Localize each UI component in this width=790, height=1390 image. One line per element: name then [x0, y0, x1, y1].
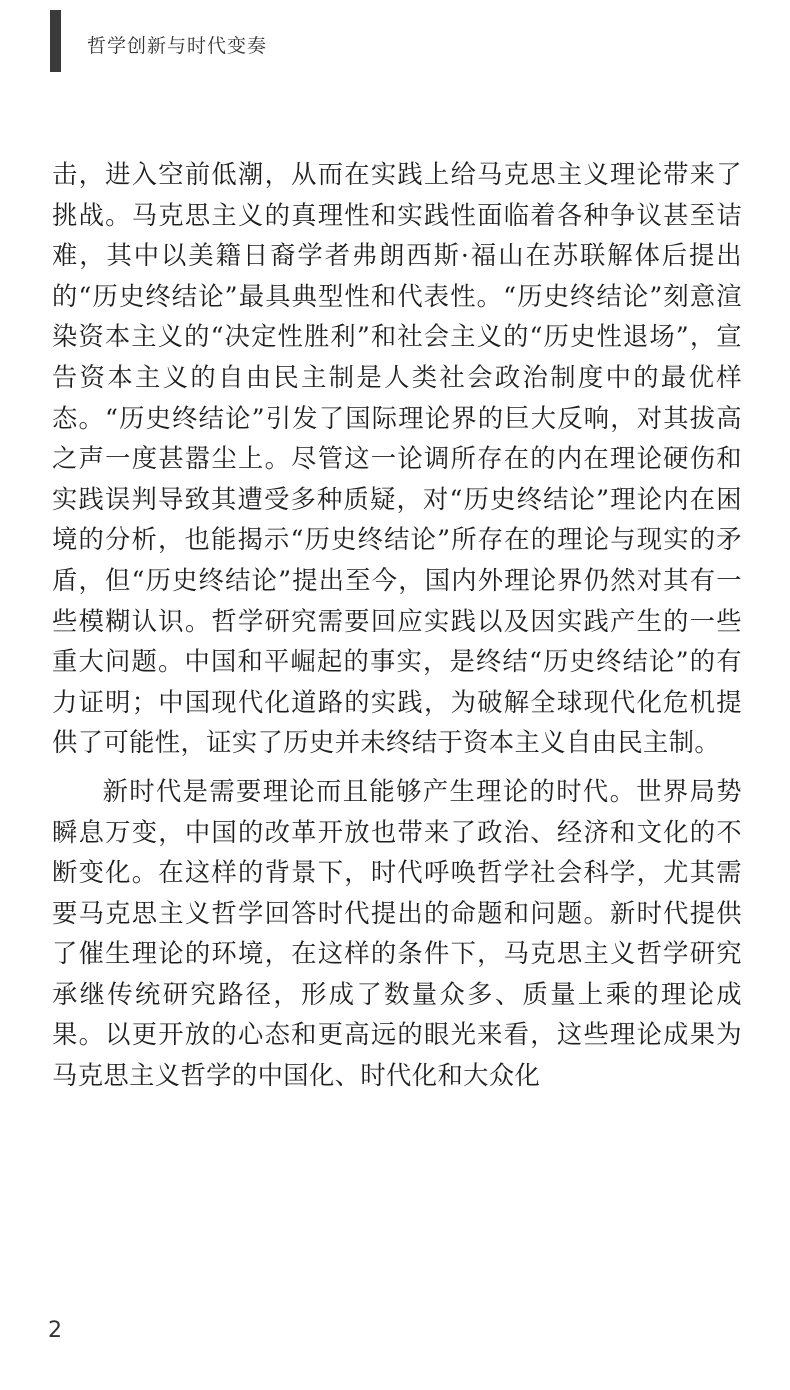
page-number: 2 [48, 1318, 62, 1343]
paragraph-new-era: 新时代是需要理论而且能够产生理论的时代。世界局势瞬息万变，中国的改革开放也带来了政治、经济和文化的不断变化。在这样的背景下，时代呼唤哲学社会科学，尤其需要马克思主义哲学回答时代提出的命题和问题。新时代提供了催生理论的环境，在这样的条件下，马克思主义哲学研究承继传统研究路径，形成了数量众多、质量上乘的理论成果。以更开放的心态和更高远的眼光来看，这些理论成果为马克思主义哲学的中国化、时代化和大众化 [52, 776, 742, 1091]
running-header [50, 10, 267, 72]
header-title: 哲学创新与时代变奏 [87, 34, 268, 57]
body-text [52, 155, 742, 1097]
paragraph-continuation: 击，进入空前低潮，从而在实践上给马克思主义理论带来了挑战。马克思主义的真理性和实践性面临着各种争议甚至诘难，其中以美籍日裔学者弗朗西斯·福山在苏联解体后提出的“历史终结论”最具典型性和代表性。“历史终结论”刻意渲染资本主义的“决定性胜利”和社会主义的“历史性退场”，宣告资本主义的自由民主制是人类社会政治制度中的最优样态。“历史终结论”引发了国际理论界的巨大反响，对其拔高之声一度甚嚣尘上。尽管这一论调所存在的内在理论硬伤和实践误判导致其遭受多种质疑，对“历史终结论”理论内在困境的分析，也能揭示“历史终结论”所存在的理论与现实的矛盾，但“历史终结论”提出至今，国内外理论界仍然对其有一些模糊认识。哲学研究需要回应实践以及因实践产生的一些重大问题。中国和平崛起的事实，是终结“历史终结论”的有力证明；中国现代化道路的实践，为破解全球现代化危机提供了可能性，证实了历史并未终结于资本主义自由民主制。 [52, 160, 742, 758]
header-bar [50, 10, 61, 72]
